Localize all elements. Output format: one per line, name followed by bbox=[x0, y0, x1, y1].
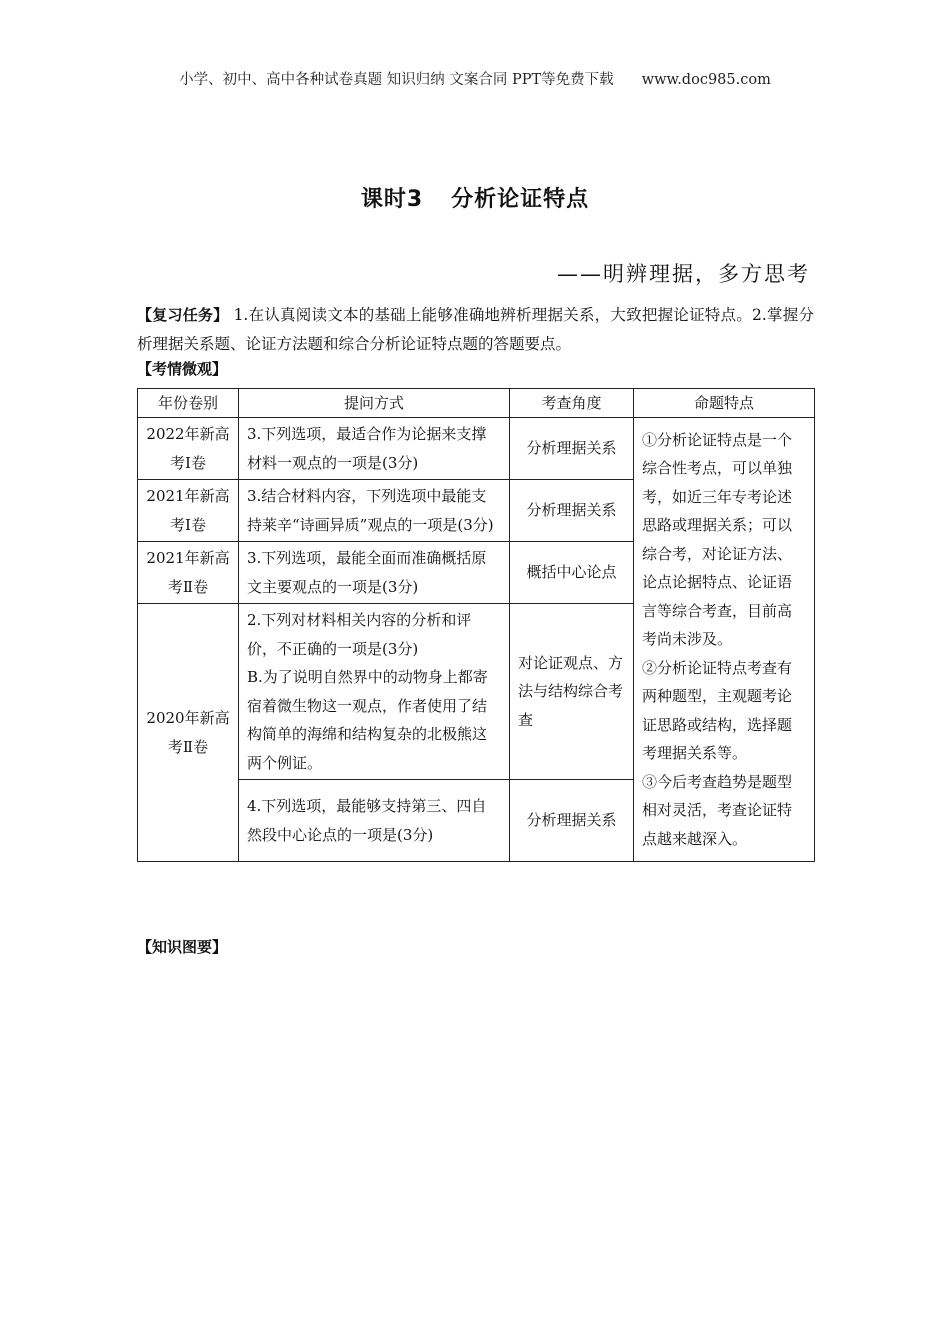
exam-table bbox=[137, 388, 815, 862]
year-cell: 2021年新高考Ⅰ卷 bbox=[138, 480, 239, 542]
review-task-label: 【复习任务】 bbox=[137, 306, 229, 324]
header-url[interactable]: www.doc985.com bbox=[641, 72, 771, 88]
lesson-number: 课时3 bbox=[360, 187, 424, 212]
question-cell: 3.结合材料内容，下列选项中最能支持莱辛“诗画异质”观点的一项是(3分) bbox=[239, 480, 510, 542]
feature-point-1: ①分析论证特点是一个综合性考点，可以单独考，如近三年专考论述思路或理据关系；可以综合考，对论证方法、论点论据特点、论证语言等综合考查，目前高考尚未涉及。 bbox=[642, 430, 793, 649]
angle-cell: 分析理据关系 bbox=[510, 780, 634, 862]
header-angle: 考查角度 bbox=[510, 389, 634, 418]
page-header bbox=[0, 68, 950, 89]
question-cell: 4.下列选项，最能够支持第三、四自然段中心论点的一项是(3分) bbox=[239, 780, 510, 862]
table-row bbox=[138, 418, 815, 480]
page-subtitle: ——明辨理据，多方思考 bbox=[557, 262, 810, 286]
angle-cell: 概括中心论点 bbox=[510, 542, 634, 604]
feature-point-2: ②分析论证特点考查有两种题型，主观题考论证思路或结构，选择题考理据关系等。 bbox=[642, 658, 793, 763]
header-text: 小学、初中、高中各种试卷真题 知识归纳 文案合同 PPT等免费下载 bbox=[179, 72, 614, 88]
question-cell: 3.下列选项，最适合作为论据来支撑材料一观点的一项是(3分) bbox=[239, 418, 510, 480]
question-option-b: B.为了说明自然界中的动物身上都寄宿着微生物这一观点，作者使用了结构简单的海绵和结构复杂的北极熊这两个例证。 bbox=[247, 668, 488, 772]
page-title bbox=[0, 182, 950, 213]
header-features: 命题特点 bbox=[634, 389, 815, 418]
lesson-name: 分析论证特点 bbox=[451, 187, 590, 212]
features-cell bbox=[634, 418, 815, 862]
question-cell: 3.下列选项，最能全面而准确概括原文主要观点的一项是(3分) bbox=[239, 542, 510, 604]
knowledge-map-label: 【知识图要】 bbox=[137, 938, 228, 956]
angle-cell: 对论证观点、方法与结构综合考查 bbox=[510, 604, 634, 780]
question-text: 2.下列对材料相关内容的分析和评价，不正确的一项是(3分) bbox=[247, 611, 472, 658]
exam-overview-label: 【考情微观】 bbox=[137, 360, 228, 378]
table-header-row bbox=[138, 389, 815, 418]
review-task-text: 1.在认真阅读文本的基础上能够准确地辨析理据关系，大致把握论证特点。2.掌握分析理据关系题、论证方法题和综合分析论证特点题的答题要点。 bbox=[137, 306, 814, 353]
header-year: 年份卷别 bbox=[138, 389, 239, 418]
year-cell: 2020年新高考Ⅱ卷 bbox=[138, 604, 239, 862]
year-cell: 2022年新高考Ⅰ卷 bbox=[138, 418, 239, 480]
angle-cell: 分析理据关系 bbox=[510, 480, 634, 542]
year-cell: 2021年新高考Ⅱ卷 bbox=[138, 542, 239, 604]
angle-cell: 分析理据关系 bbox=[510, 418, 634, 480]
header-question: 提问方式 bbox=[239, 389, 510, 418]
question-cell bbox=[239, 604, 510, 780]
feature-point-3: ③今后考查趋势是题型相对灵活，考查论证特点越来越深入。 bbox=[642, 772, 793, 848]
review-task bbox=[137, 301, 814, 359]
